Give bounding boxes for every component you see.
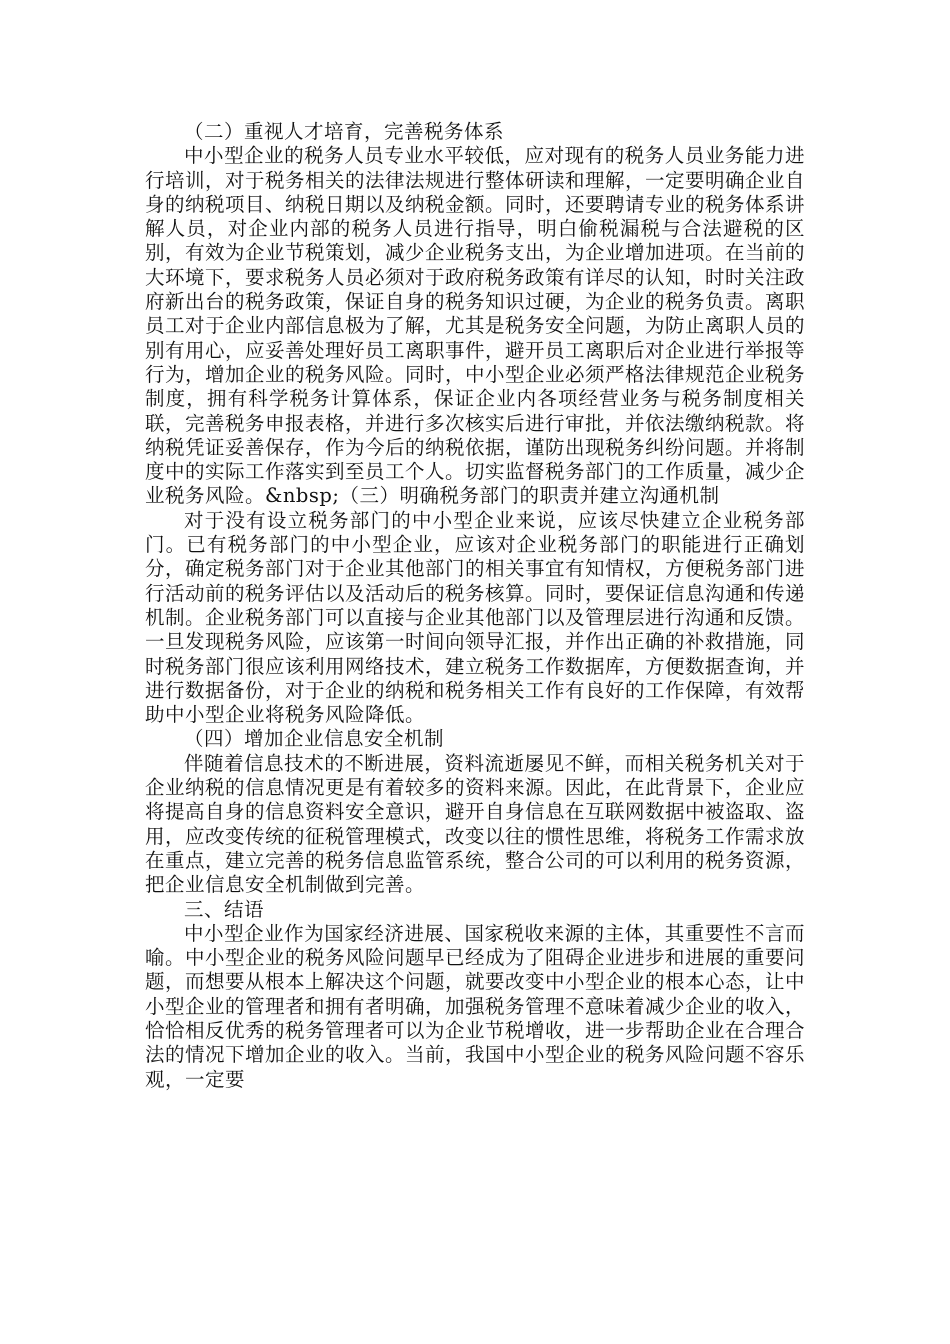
- paragraph-talent-training: 中小型企业的税务人员专业水平较低，应对现有的税务人员业务能力进行培训，对于税务相关的法律法规进行整体研读和理解，一定要明确企业自身的纳税项目、纳税日期以及纳税金额。同时，还要聘请专业的税务体系讲解人员，对企业内部的税务人员进行指导，明白偷税漏税与合法避税的区别，有效为企业节税策划，减少企业税务支出，为企业增加进项。在当前的大环境下，要求税务人员必须对于政府税务政策有详尽的认知，时时关注政府新出台的税务政策，保证自身的税务知识过硬，为企业的税务负责。离职员工对于企业内部信息极为了解，尤其是税务安全问题，为防止离职人员的别有用心，应妥善处理好员工离职事件，避开员工离职后对企业进行举报等行为，增加企业的税务风险。同时，中小型企业必须严格法律规范企业税务制度，拥有科学税务计算体系，保证企业内各项经营业务与税务制度相关联，完善税务申报表格，并进行多次核实后进行审批，并依法缴纳税款。将纳税凭证妥善保存，作为今后的纳税依据，谨防出现税务纠纷问题。并将制度中的实际工作落实到至员工个人。切实监督税务部门的工作质量，减少企业税务风险。&nbsp;（三）明确税务部门的职责并建立沟通机制: [145, 144, 806, 508]
- paragraph-info-security: 伴随着信息技术的不断进展，资料流逝屡见不鲜，而相关税务机关对于企业纳税的信息情况更是有着较多的资料来源。因此，在此背景下，企业应将提高自身的信息资料安全意识，避开自身信息在互联网数据中被盗取、盗用，应改变传统的征税管理模式，改变以往的惯性思维，将税务工作需求放在重点，建立完善的税务信息监管系统，整合公司的可以利用的税务资源，把企业信息安全机制做到完善。: [145, 751, 806, 897]
- section-heading-info-security: （四）增加企业信息安全机制: [184, 727, 445, 751]
- section-heading-conclusion: 三、结语: [184, 897, 265, 921]
- document-page: [145, 120, 805, 1092]
- paragraph-conclusion: 中小型企业作为国家经济进展、国家税收来源的主体，其重要性不言而喻。中小型企业的税务风险问题早已经成为了阻碍企业进步和进展的重要问题，而想要从根本上解决这个问题，就要改变中小型企业的根本心态，让中小型企业的管理者和拥有者明确，加强税务管理不意味着减少企业的收入，恰恰相反优秀的税务管理者可以为企业节税增收，进一步帮助企业在合理合法的情况下增加企业的收入。当前，我国中小型企业的税务风险问题不容乐观，一定要: [145, 921, 806, 1091]
- section-heading-talent: （二）重视人才培育，完善税务体系: [184, 120, 505, 143]
- paragraph-tax-department: 对于没有设立税务部门的中小型企业来说，应该尽快建立企业税务部门。已有税务部门的中小型企业，应该对企业税务部门的职能进行正确划分，确定税务部门对于企业其他部门的相关事宜有知情权，方便税务部门进行活动前的税务评估以及活动后的税务核算。同时，要保证信息沟通和传递机制。企业税务部门可以直接与企业其他部门以及管理层进行沟通和反馈。一旦发现税务风险，应该第一时间向领导汇报，并作出正确的补救措施，同时税务部门很应该利用网络技术，建立税务工作数据库，方便数据查询，并进行数据备份，对于企业的纳税和税务相关工作有良好的工作保障，有效帮助中小型企业将税务风险降低。: [145, 508, 806, 727]
